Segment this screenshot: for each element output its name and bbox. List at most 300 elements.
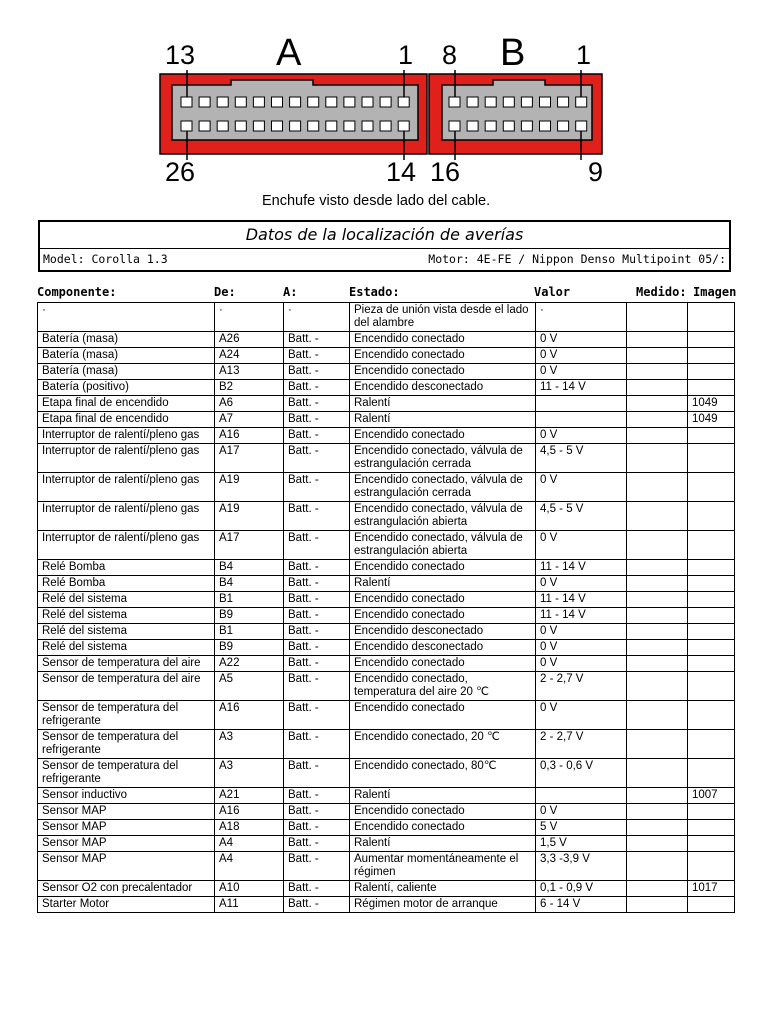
measured-cell	[627, 852, 688, 881]
connector-a-pin	[308, 97, 319, 107]
value-cell: 0,1 - 0,9 V	[536, 881, 627, 897]
column-header-medido: Medido:	[636, 285, 687, 299]
component-cell: Etapa final de encendido	[38, 396, 215, 412]
image-cell: 1007	[688, 788, 735, 804]
pin-label-a-14: 14	[386, 157, 417, 187]
table-row	[38, 820, 735, 836]
measured-cell	[627, 364, 688, 380]
value-cell: 2 - 2,7 V	[536, 672, 627, 701]
component-cell: Sensor de temperatura del aire	[38, 656, 215, 672]
measured-cell	[627, 820, 688, 836]
table-row	[38, 852, 735, 881]
image-cell	[688, 852, 735, 881]
component-cell: Sensor de temperatura del refrigerante	[38, 730, 215, 759]
connector-b-pin	[576, 121, 587, 131]
pin-label-b-8: 8	[442, 40, 458, 70]
table-row	[38, 332, 735, 348]
image-cell	[688, 730, 735, 759]
connector-a-pin	[344, 97, 355, 107]
component-cell: ·	[38, 303, 215, 332]
diagnostic-table	[37, 302, 735, 913]
table-row	[38, 608, 735, 624]
image-cell	[688, 348, 735, 364]
to-cell: Batt. -	[284, 820, 350, 836]
image-cell	[688, 560, 735, 576]
column-header-componente: Componente:	[37, 285, 117, 299]
connector-b-pin	[576, 97, 587, 107]
to-cell: Batt. -	[284, 672, 350, 701]
connector-b-body	[442, 80, 592, 140]
component-cell: Sensor MAP	[38, 820, 215, 836]
from-pin-cell: B2	[215, 380, 284, 396]
from-pin-cell: A11	[215, 897, 284, 913]
pin-label-a-26: 26	[165, 157, 196, 187]
condition-cell: Encendido conectado	[350, 656, 536, 672]
value-cell: 11 - 14 V	[536, 560, 627, 576]
condition-cell: Aumentar momentáneamente el régimen	[350, 852, 536, 881]
condition-cell: Encendido desconectado	[350, 640, 536, 656]
condition-cell: Ralentí, caliente	[350, 881, 536, 897]
connector-b-pin	[540, 121, 551, 131]
value-cell: 0 V	[536, 640, 627, 656]
measured-cell	[627, 348, 688, 364]
condition-cell: Encendido conectado, válvula de estrangulación abierta	[350, 531, 536, 560]
condition-cell: Encendido conectado, válvula de estrangulación cerrada	[350, 444, 536, 473]
from-pin-cell: A5	[215, 672, 284, 701]
component-cell: Relé Bomba	[38, 576, 215, 592]
measured-cell	[627, 881, 688, 897]
connector-a-pin	[326, 121, 337, 131]
measured-cell	[627, 701, 688, 730]
condition-cell: Ralentí	[350, 836, 536, 852]
column-header-de: De:	[214, 285, 236, 299]
table-row	[38, 428, 735, 444]
value-cell: 4,5 - 5 V	[536, 444, 627, 473]
measured-cell	[627, 592, 688, 608]
connector-b-pin	[485, 97, 496, 107]
condition-cell: Encendido conectado	[350, 701, 536, 730]
to-cell: Batt. -	[284, 428, 350, 444]
image-cell	[688, 502, 735, 531]
measured-cell	[627, 730, 688, 759]
from-pin-cell: A19	[215, 502, 284, 531]
connector-a-pin	[272, 121, 283, 131]
connector-b-pin	[558, 97, 569, 107]
column-header-estado: Estado:	[349, 285, 400, 299]
measured-cell	[627, 396, 688, 412]
value-cell: 0 V	[536, 531, 627, 560]
component-cell: Interruptor de ralentí/pleno gas	[38, 473, 215, 502]
from-pin-cell: A24	[215, 348, 284, 364]
value-cell: ·	[536, 303, 627, 332]
condition-cell: Régimen motor de arranque	[350, 897, 536, 913]
connector-caption: Enchufe visto desde lado del cable.	[262, 193, 491, 209]
table-row	[38, 897, 735, 913]
to-cell: Batt. -	[284, 624, 350, 640]
condition-cell: Encendido conectado	[350, 608, 536, 624]
from-pin-cell: B9	[215, 608, 284, 624]
from-pin-cell: A21	[215, 788, 284, 804]
measured-cell	[627, 303, 688, 332]
from-pin-cell: A26	[215, 332, 284, 348]
image-cell	[688, 804, 735, 820]
to-cell: Batt. -	[284, 473, 350, 502]
image-cell	[688, 576, 735, 592]
component-cell: Sensor O2 con precalentador	[38, 881, 215, 897]
table-row	[38, 788, 735, 804]
connector-a-pin	[235, 97, 246, 107]
value-cell: 3,3 -3,9 V	[536, 852, 627, 881]
to-cell: Batt. -	[284, 701, 350, 730]
component-cell: Etapa final de encendido	[38, 412, 215, 428]
condition-cell: Encendido conectado, válvula de estrangulación abierta	[350, 502, 536, 531]
condition-cell: Encendido conectado	[350, 820, 536, 836]
image-cell: 1049	[688, 396, 735, 412]
from-pin-cell: B9	[215, 640, 284, 656]
image-cell	[688, 759, 735, 788]
measured-cell	[627, 380, 688, 396]
component-cell: Starter Motor	[38, 897, 215, 913]
condition-cell: Encendido desconectado	[350, 624, 536, 640]
table-row	[38, 656, 735, 672]
measured-cell	[627, 759, 688, 788]
from-pin-cell: B1	[215, 592, 284, 608]
image-cell	[688, 820, 735, 836]
value-cell: 0 V	[536, 656, 627, 672]
connector-a-pin	[290, 121, 301, 131]
measured-cell	[627, 502, 688, 531]
column-header-a: A:	[283, 285, 298, 299]
to-cell: Batt. -	[284, 804, 350, 820]
image-cell	[688, 380, 735, 396]
component-cell: Sensor MAP	[38, 836, 215, 852]
component-cell: Sensor inductivo	[38, 788, 215, 804]
image-cell	[688, 428, 735, 444]
connector-a-pin	[308, 121, 319, 131]
value-cell: 0 V	[536, 428, 627, 444]
image-cell: 1017	[688, 881, 735, 897]
table-row	[38, 592, 735, 608]
connector-a-pin	[253, 97, 264, 107]
pin-label-b-16: 16	[430, 157, 461, 187]
condition-cell: Encendido conectado	[350, 804, 536, 820]
table-row	[38, 473, 735, 502]
connector-b-pin	[449, 97, 460, 107]
value-cell: 0 V	[536, 364, 627, 380]
image-cell	[688, 640, 735, 656]
to-cell: Batt. -	[284, 444, 350, 473]
to-cell: Batt. -	[284, 332, 350, 348]
to-cell: Batt. -	[284, 348, 350, 364]
table-row	[38, 303, 735, 332]
connector-a-pin	[290, 97, 301, 107]
condition-cell: Ralentí	[350, 412, 536, 428]
image-cell	[688, 444, 735, 473]
image-cell	[688, 473, 735, 502]
condition-cell: Ralentí	[350, 788, 536, 804]
image-cell	[688, 364, 735, 380]
condition-cell: Encendido desconectado	[350, 380, 536, 396]
condition-cell: Encendido conectado	[350, 332, 536, 348]
table-row	[38, 380, 735, 396]
to-cell: Batt. -	[284, 788, 350, 804]
connector-a-pin	[380, 121, 391, 131]
connector-a-pin	[380, 97, 391, 107]
connector-a-pin	[272, 97, 283, 107]
connector-a-pin	[362, 121, 373, 131]
from-pin-cell: A6	[215, 396, 284, 412]
measured-cell	[627, 788, 688, 804]
pin-label-a-13: 13	[165, 40, 196, 70]
from-pin-cell: A19	[215, 473, 284, 502]
to-cell: Batt. -	[284, 531, 350, 560]
value-cell: 0 V	[536, 348, 627, 364]
to-cell: Batt. -	[284, 364, 350, 380]
value-cell: 0 V	[536, 624, 627, 640]
connector-a-pin	[253, 121, 264, 131]
connector-a-pin	[181, 97, 192, 107]
report-header	[38, 220, 731, 272]
to-cell: Batt. -	[284, 656, 350, 672]
from-pin-cell: B4	[215, 576, 284, 592]
report-title: Datos de la localización de averías	[40, 222, 729, 249]
condition-cell: Encendido conectado	[350, 364, 536, 380]
table-row	[38, 881, 735, 897]
from-pin-cell: B4	[215, 560, 284, 576]
value-cell	[536, 396, 627, 412]
from-pin-cell: A22	[215, 656, 284, 672]
component-cell: Sensor MAP	[38, 804, 215, 820]
table-row	[38, 836, 735, 852]
to-cell: Batt. -	[284, 852, 350, 881]
value-cell: 4,5 - 5 V	[536, 502, 627, 531]
measured-cell	[627, 531, 688, 560]
value-cell	[536, 788, 627, 804]
connector-drawing	[0, 0, 768, 215]
value-cell: 0,3 - 0,6 V	[536, 759, 627, 788]
table-row	[38, 364, 735, 380]
to-cell: Batt. -	[284, 592, 350, 608]
to-cell: Batt. -	[284, 836, 350, 852]
table-row	[38, 759, 735, 788]
from-pin-cell: A4	[215, 852, 284, 881]
component-cell: Batería (masa)	[38, 332, 215, 348]
column-header-valor: Valor	[534, 285, 571, 299]
image-cell	[688, 624, 735, 640]
to-cell: Batt. -	[284, 576, 350, 592]
component-cell: Relé del sistema	[38, 592, 215, 608]
connector-a-pin	[344, 121, 355, 131]
connector-a-pin	[235, 121, 246, 131]
condition-cell: Ralentí	[350, 576, 536, 592]
to-cell: Batt. -	[284, 759, 350, 788]
to-cell: Batt. -	[284, 897, 350, 913]
value-cell: 0 V	[536, 332, 627, 348]
connector-b-pin	[503, 121, 514, 131]
from-pin-cell: A17	[215, 531, 284, 560]
from-pin-cell: B1	[215, 624, 284, 640]
to-cell: Batt. -	[284, 730, 350, 759]
measured-cell	[627, 576, 688, 592]
table-row	[38, 701, 735, 730]
measured-cell	[627, 624, 688, 640]
from-pin-cell: ·	[215, 303, 284, 332]
connector-b-pin	[521, 121, 532, 131]
measured-cell	[627, 640, 688, 656]
to-cell: Batt. -	[284, 640, 350, 656]
connector-b-pin	[449, 121, 460, 131]
to-cell: Batt. -	[284, 608, 350, 624]
connector-a-pin	[362, 97, 373, 107]
pin-label-a-1: 1	[398, 40, 414, 70]
from-pin-cell: A3	[215, 759, 284, 788]
connector-b-pin	[540, 97, 551, 107]
component-cell: Sensor de temperatura del refrigerante	[38, 759, 215, 788]
component-cell: Interruptor de ralentí/pleno gas	[38, 444, 215, 473]
from-pin-cell: A18	[215, 820, 284, 836]
from-pin-cell: A3	[215, 730, 284, 759]
connector-a-pin	[199, 97, 210, 107]
to-cell: Batt. -	[284, 560, 350, 576]
image-cell	[688, 701, 735, 730]
connector-b-label: B	[500, 32, 526, 74]
condition-cell: Encendido conectado, válvula de estrangulación cerrada	[350, 473, 536, 502]
connector-a-pin	[181, 121, 192, 131]
to-cell: Batt. -	[284, 502, 350, 531]
measured-cell	[627, 412, 688, 428]
connector-diagram	[0, 0, 768, 215]
component-cell: Sensor de temperatura del aire	[38, 672, 215, 701]
condition-cell: Encendido conectado	[350, 428, 536, 444]
connector-a-pin	[398, 97, 409, 107]
diagnostic-table-body	[38, 303, 735, 913]
connector-a-pin	[199, 121, 210, 131]
connector-a-pin	[217, 121, 228, 131]
table-row	[38, 624, 735, 640]
table-row	[38, 502, 735, 531]
pin-label-b-9: 9	[588, 157, 604, 187]
value-cell: 1,5 V	[536, 836, 627, 852]
measured-cell	[627, 428, 688, 444]
component-cell: Sensor MAP	[38, 852, 215, 881]
value-cell: 11 - 14 V	[536, 380, 627, 396]
to-cell: Batt. -	[284, 380, 350, 396]
to-cell: ·	[284, 303, 350, 332]
connector-b-pin	[467, 97, 478, 107]
component-cell: Interruptor de ralentí/pleno gas	[38, 428, 215, 444]
component-cell: Relé Bomba	[38, 560, 215, 576]
condition-cell: Encendido conectado	[350, 560, 536, 576]
component-cell: Batería (positivo)	[38, 380, 215, 396]
condition-cell: Encendido conectado	[350, 348, 536, 364]
from-pin-cell: A17	[215, 444, 284, 473]
from-pin-cell: A10	[215, 881, 284, 897]
column-header-imagen: Imagen	[693, 285, 737, 299]
measured-cell	[627, 656, 688, 672]
connector-a-pin	[217, 97, 228, 107]
component-cell: Interruptor de ralentí/pleno gas	[38, 531, 215, 560]
value-cell: 0 V	[536, 473, 627, 502]
image-cell	[688, 332, 735, 348]
component-cell: Relé del sistema	[38, 608, 215, 624]
connector-b-pin	[503, 97, 514, 107]
table-row	[38, 672, 735, 701]
image-cell	[688, 672, 735, 701]
value-cell: 0 V	[536, 576, 627, 592]
pin-label-b-1: 1	[576, 40, 592, 70]
from-pin-cell: A13	[215, 364, 284, 380]
value-cell: 11 - 14 V	[536, 592, 627, 608]
image-cell	[688, 531, 735, 560]
connector-b-pin	[467, 121, 478, 131]
image-cell	[688, 656, 735, 672]
connector-a-pin	[326, 97, 337, 107]
condition-cell: Encendido conectado, temperatura del aire 20 ℃	[350, 672, 536, 701]
condition-cell: Encendido conectado, 20 ℃	[350, 730, 536, 759]
component-cell: Sensor de temperatura del refrigerante	[38, 701, 215, 730]
condition-cell: Pieza de unión vista desde el lado del alambre	[350, 303, 536, 332]
measured-cell	[627, 332, 688, 348]
connector-a-label: A	[276, 32, 302, 74]
component-cell: Batería (masa)	[38, 348, 215, 364]
image-cell	[688, 897, 735, 913]
connector-b-pin	[521, 97, 532, 107]
image-cell	[688, 592, 735, 608]
from-pin-cell: A4	[215, 836, 284, 852]
from-pin-cell: A16	[215, 428, 284, 444]
image-cell	[688, 608, 735, 624]
table-row	[38, 444, 735, 473]
image-cell: 1049	[688, 412, 735, 428]
condition-cell: Encendido conectado	[350, 592, 536, 608]
to-cell: Batt. -	[284, 412, 350, 428]
value-cell: 5 V	[536, 820, 627, 836]
measured-cell	[627, 473, 688, 502]
to-cell: Batt. -	[284, 396, 350, 412]
table-row	[38, 804, 735, 820]
motor-label: Motor: 4E-FE / Nippon Denso Multipoint 05/:	[428, 252, 726, 266]
from-pin-cell: A7	[215, 412, 284, 428]
connector-b-pin	[558, 121, 569, 131]
table-row	[38, 412, 735, 428]
table-row	[38, 576, 735, 592]
connector-b-pin	[485, 121, 496, 131]
from-pin-cell: A16	[215, 701, 284, 730]
value-cell: 6 - 14 V	[536, 897, 627, 913]
table-row	[38, 396, 735, 412]
value-cell: 0 V	[536, 701, 627, 730]
condition-cell: Ralentí	[350, 396, 536, 412]
table-row	[38, 531, 735, 560]
component-cell: Relé del sistema	[38, 624, 215, 640]
measured-cell	[627, 897, 688, 913]
measured-cell	[627, 836, 688, 852]
image-cell	[688, 836, 735, 852]
measured-cell	[627, 560, 688, 576]
value-cell: 11 - 14 V	[536, 608, 627, 624]
measured-cell	[627, 608, 688, 624]
table-row	[38, 348, 735, 364]
component-cell: Relé del sistema	[38, 640, 215, 656]
value-cell	[536, 412, 627, 428]
image-cell	[688, 303, 735, 332]
table-row	[38, 640, 735, 656]
table-row	[38, 560, 735, 576]
measured-cell	[627, 444, 688, 473]
model-label: Model: Corolla 1.3	[43, 252, 168, 266]
measured-cell	[627, 804, 688, 820]
from-pin-cell: A16	[215, 804, 284, 820]
